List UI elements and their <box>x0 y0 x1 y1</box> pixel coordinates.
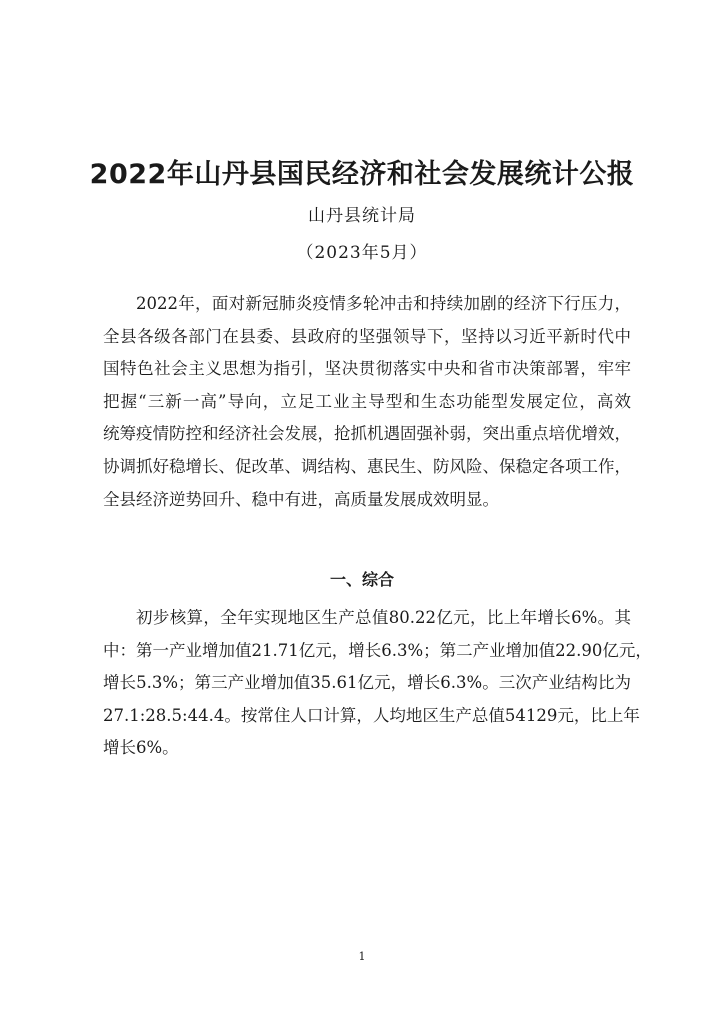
paragraph-line: 增长6%。 <box>103 738 179 758</box>
paragraph-line: 国特色社会主义思想为指引，坚决贯彻落实中央和省市决策部署，牢牢 <box>103 359 631 379</box>
paragraph-line: 增长5.3%；第三产业增加值35.61亿元，增长6.3%。三次产业结构比为 <box>103 673 631 693</box>
paragraph-line: 把握“三新一高”导向，立足工业主导型和生态功能型发展定位，高效 <box>103 391 631 411</box>
issuer-name: 山丹县统计局 <box>308 206 416 226</box>
paragraph-line: 27.1:28.5:44.4。按常住人口计算，人均地区生产总值54129元，比上年 <box>103 705 640 725</box>
paragraph-line: 初步核算，全年实现地区生产总值80.22亿元，比上年增长6%。其 <box>136 608 631 627</box>
document-title: 2022年山丹县国民经济和社会发展统计公报 <box>89 159 635 190</box>
page-number: 1 <box>358 950 366 963</box>
intro-paragraph <box>103 288 631 516</box>
section-heading: 一、综合 <box>329 570 394 589</box>
paragraph-line: 全县经济逆势回升、稳中有进，高质量发展成效明显。 <box>103 489 499 509</box>
paragraph-line: 2022年，面对新冠肺炎疫情多轮冲击和持续加剧的经济下行压力， <box>136 294 631 313</box>
summary-paragraph <box>103 602 652 765</box>
publication-date: （2023年5月） <box>296 243 428 263</box>
paragraph-line: 统筹疫情防控和经济社会发展，抢抓机遇固强补弱，突出重点培优增效， <box>103 424 631 444</box>
paragraph-line: 协调抓好稳增长、促改革、调结构、惠民生、防风险、保稳定各项工作， <box>103 456 631 476</box>
paragraph-line: 中：第一产业增加值21.71亿元，增长6.3%；第二产业增加值22.90亿元， <box>103 640 652 660</box>
paragraph-line: 全县各级各部门在县委、县政府的坚强领导下，坚持以习近平新时代中 <box>103 326 631 346</box>
